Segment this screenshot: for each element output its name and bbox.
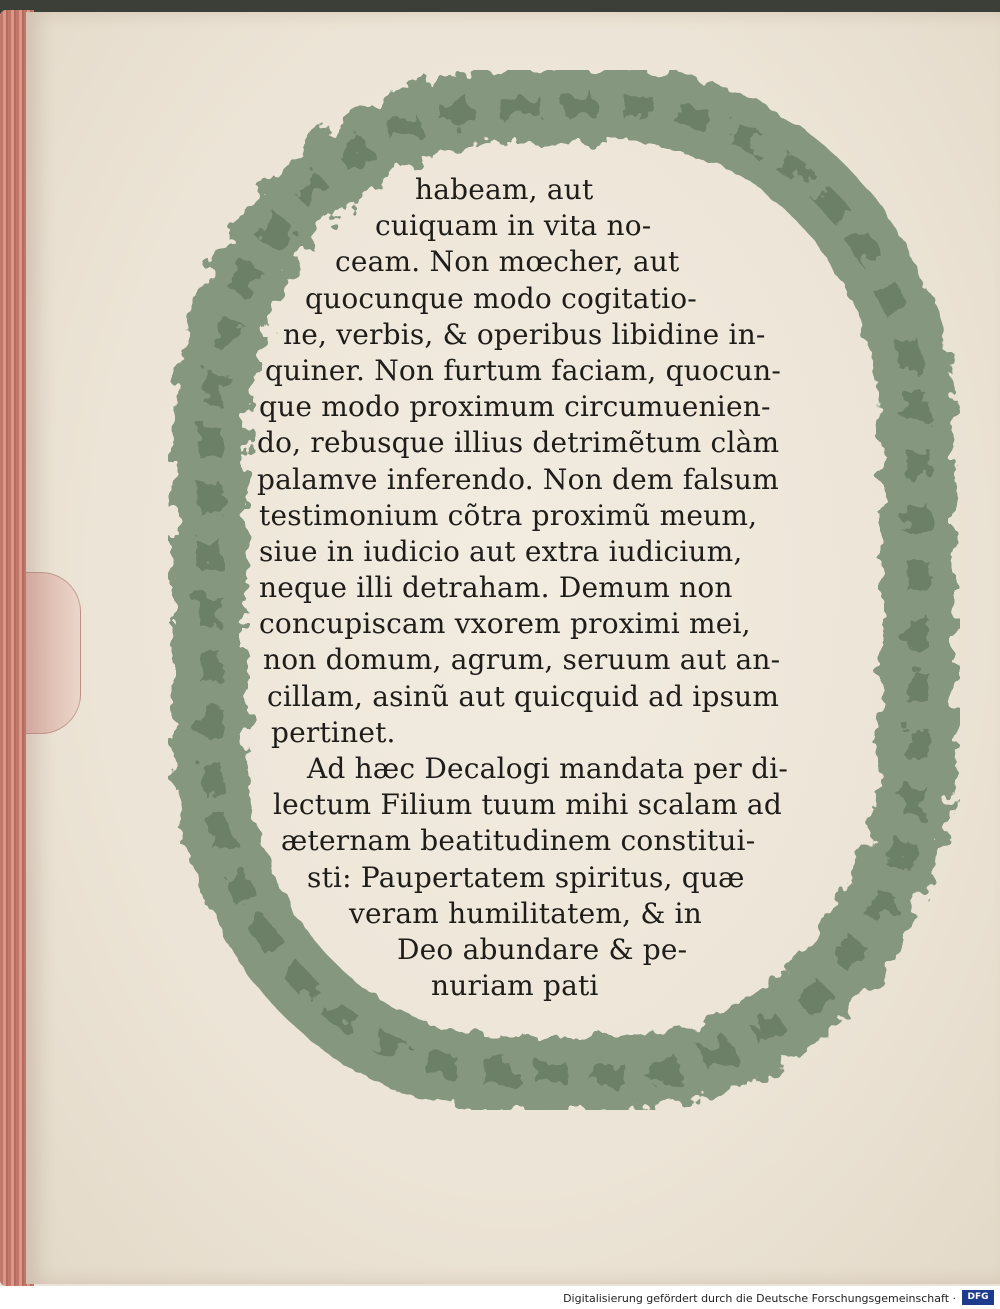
text-line: ne, verbis, & operibus libidine in- — [283, 317, 766, 351]
text-line: quocunque modo cogitatio- — [305, 281, 697, 315]
text-line: cillam, asinũ aut quicquid ad ipsum — [267, 679, 780, 713]
text-line: siue in iudicio aut extra iudicium, — [259, 534, 743, 568]
text-line: Deo abundare & pe- — [397, 932, 688, 966]
text-line: neque illi detraham. Demum non — [259, 571, 733, 605]
page-text — [245, 172, 885, 1004]
text-line: sti: Paupertatem spiritus, quæ — [307, 860, 745, 894]
text-line: lectum Filium tuum mihi scalam ad — [273, 788, 782, 822]
text-line: pertinet. — [271, 715, 396, 749]
text-line: ceam. Non mœcher, aut — [335, 245, 680, 279]
text-line: que modo proximum circumuenien- — [259, 390, 771, 424]
page-clip — [26, 572, 81, 734]
text-line: habeam, aut — [415, 173, 594, 206]
text-line: non domum, agrum, seruum aut an- — [263, 643, 781, 677]
text-line: nuriam pati — [431, 969, 599, 1003]
text-line: veram humilitatem, & in — [349, 896, 702, 930]
text-line: concupiscam vxorem proximi mei, — [259, 607, 751, 641]
dfg-logo-icon: DFG — [962, 1290, 994, 1305]
text-line: Ad hæc Decalogi mandata per di- — [307, 752, 789, 785]
funding-credit: Digitalisierung gefördert durch die Deutsche Forschungsgemeinschaft · — [563, 1292, 956, 1305]
text-line: æternam beatitudinem constitui- — [281, 824, 756, 858]
footer-bar — [0, 1286, 1000, 1309]
text-line: do, rebusque illius detrimẽtum clàm — [257, 426, 780, 460]
text-line: quiner. Non furtum faciam, quocun- — [265, 353, 781, 387]
text-line: testimonium cõtra proximũ meum, — [259, 498, 758, 532]
text-line: palamve inferendo. Non dem falsum — [257, 462, 779, 496]
text-line: cuiquam in vita no- — [375, 209, 652, 243]
